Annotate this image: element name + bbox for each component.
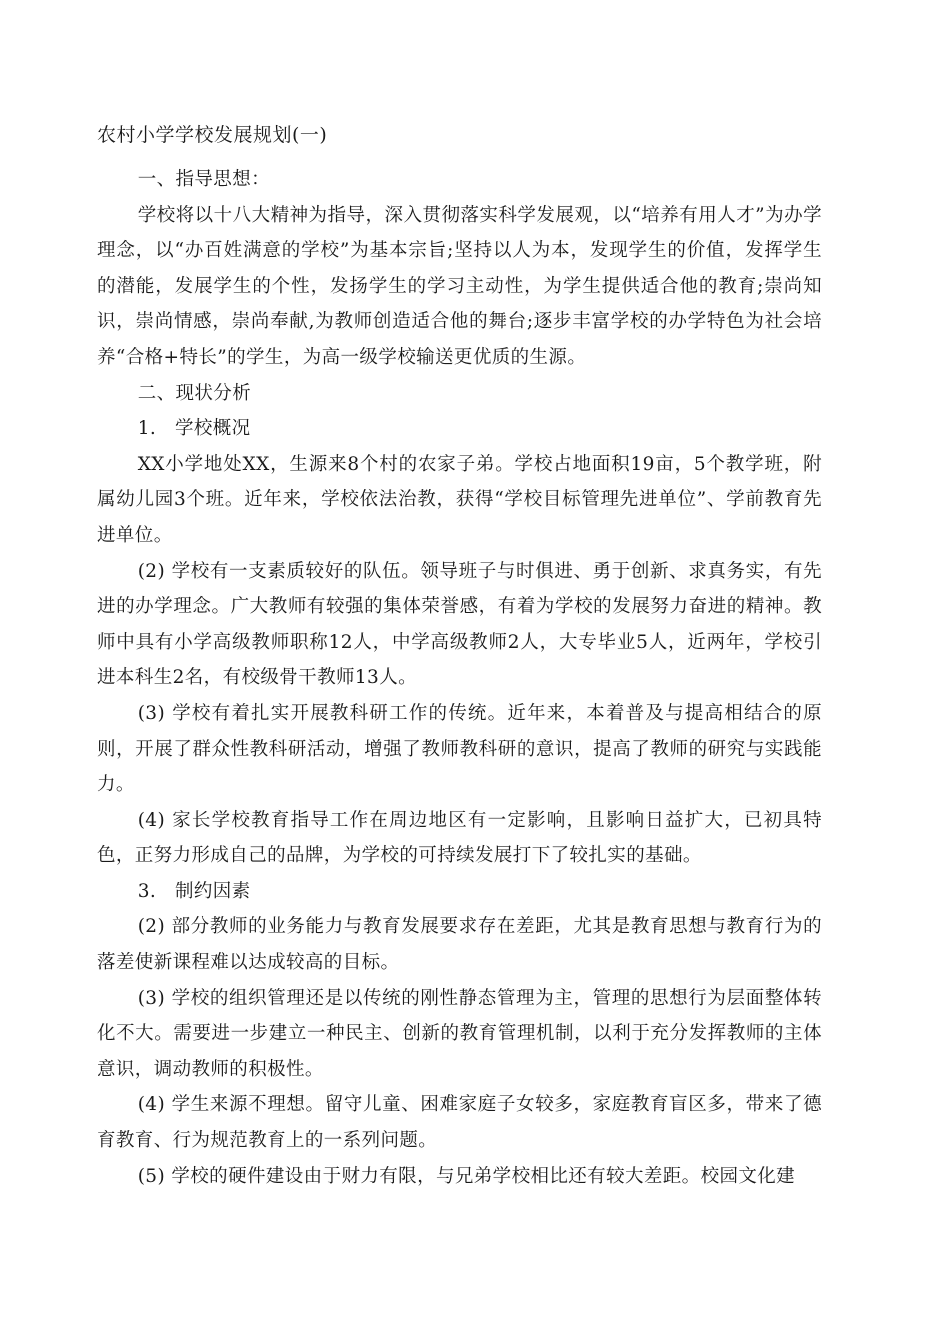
subheading-school-overview: 1. 学校概况 — [137, 418, 251, 440]
document-title: 农村小学学校发展规划(一) — [97, 124, 328, 146]
paragraph-parent-school: (4) 家长学校教育指导工作在周边地区有一定影响，且影响日益扩大，已初具特色，正努力形成自己的品牌，为学校的可持续发展打下了较扎实的基础。 — [97, 809, 822, 867]
paragraph-teaching-staff: (2) 学校有一支素质较好的队伍。领导班子与时俱进、勇于创新、求真务实，有先进的办学理念。广大教师有较强的集体荣誉感，有着为学校的发展努力奋进的精神。教师中具有小学高级教师职称12人，中学高级教师2人，大专毕业5人，近两年，学校引进本科生2名，有校级骨干教师13人。 — [97, 560, 822, 689]
section-heading-guiding-thought: 一、指导思想： — [137, 169, 270, 190]
subheading-constraints: 3. 制约因素 — [137, 880, 251, 902]
paragraph-management: (3) 学校的组织管理还是以传统的刚性静态管理为主，管理的思想行为层面整体转化不大。需要进一步建立一种民主、创新的教育管理机制，以利于充分发挥教师的主体意识，调动教师的积极性。 — [97, 987, 822, 1080]
paragraph-hardware: (5) 学校的硬件建设由于财力有限，与兄弟学校相比还有较大差距。校园文化建 — [137, 1165, 796, 1187]
paragraph-teacher-ability: (2) 部分教师的业务能力与教育发展要求存在差距，尤其是教育思想与教育行为的落差使新课程难以达成较高的目标。 — [97, 916, 822, 974]
paragraph-guiding-thought: 学校将以十八大精神为指导，深入贯彻落实科学发展观，以“培养有用人才”为办学理念，以“办百姓满意的学校”为基本宗旨;坚持以人为本，发现学生的价值，发挥学生的潜能，发展学生的个性，发扬学生的学习主动性，为学生提供适合他的教育;崇尚知识，崇尚情感，崇尚奉献,为教师创造适合他的舞台;逐步丰富学校的办学特色为社会培养“合格+特长”的学生，为高一级学校输送更优质的生源。 — [97, 204, 822, 368]
section-heading-status-analysis: 二、现状分析 — [137, 382, 252, 404]
document-body — [97, 162, 822, 1194]
paragraph-research-tradition: (3) 学校有着扎实开展教科研工作的传统。近年来，本着普及与提高相结合的原则，开展了群众性教科研活动，增强了教师教科研的意识，提高了教师的研究与实践能力。 — [97, 702, 822, 796]
paragraph-student-source: (4) 学生来源不理想。留守儿童、困难家庭子女较多，家庭教育盲区多，带来了德育教育、行为规范教育上的一系列问题。 — [97, 1094, 822, 1152]
paragraph-school-overview: XX小学地处XX，生源来8个村的农家子弟。学校占地面积19亩，5个教学班，附属幼儿园3个班。近年来，学校依法治教，获得“学校目标管理先进单位”、学前教育先进单位。 — [97, 453, 822, 546]
